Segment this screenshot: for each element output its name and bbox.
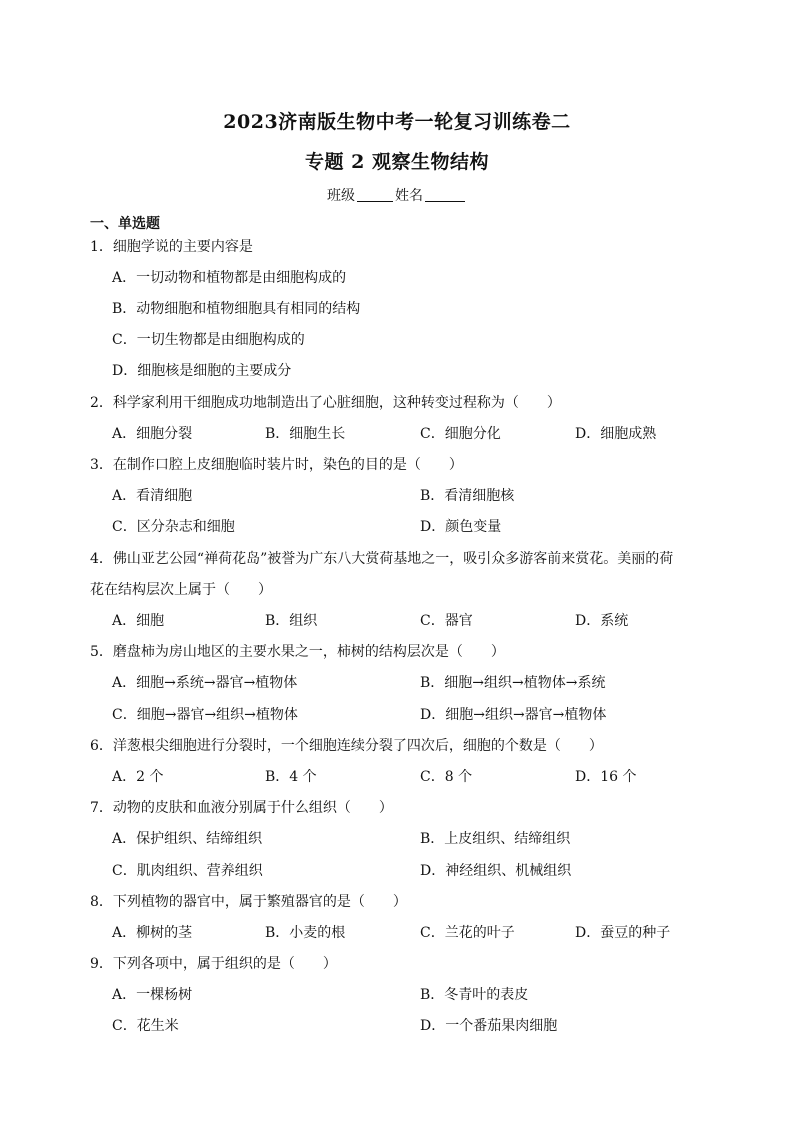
- question-option[interactable]: B．动物细胞和植物细胞具有相同的结构: [112, 301, 361, 317]
- class-label: 班级: [327, 188, 355, 204]
- question-option[interactable]: A．细胞: [112, 613, 165, 629]
- name-blank[interactable]: [425, 187, 465, 202]
- question-stem: 3．在制作口腔上皮细胞临时装片时，染色的目的是（ ）: [90, 457, 463, 473]
- question-option[interactable]: C．花生米: [112, 1018, 179, 1034]
- question-stem: 5．磨盘柿为房山地区的主要水果之一，柿树的结构层次是（ ）: [90, 644, 505, 660]
- question-option[interactable]: B．看清细胞核: [420, 488, 515, 504]
- question-option[interactable]: B．冬青叶的表皮: [420, 987, 529, 1003]
- question-option[interactable]: A．看清细胞: [112, 488, 193, 504]
- question-option[interactable]: B．上皮组织、结缔组织: [420, 831, 571, 847]
- question-option[interactable]: D．一个番茄果肉细胞: [420, 1018, 558, 1034]
- question-option[interactable]: A．2 个: [112, 769, 164, 785]
- question-option[interactable]: B．细胞生长: [265, 426, 346, 442]
- class-name-line: [0, 185, 794, 205]
- question-stem: 9．下列各项中，属于组织的是（ ）: [90, 956, 337, 972]
- question-option[interactable]: C．细胞分化: [420, 426, 501, 442]
- question-stem: 2．科学家利用干细胞成功地制造出了心脏细胞，这种转变过程称为（ ）: [90, 395, 561, 411]
- question-option[interactable]: A．保护组织、结缔组织: [112, 831, 263, 847]
- question-option[interactable]: B．小麦的根: [265, 925, 346, 941]
- question-option[interactable]: D．细胞成熟: [575, 426, 657, 442]
- question-option[interactable]: D．神经组织、机械组织: [420, 863, 572, 879]
- question-option[interactable]: C．兰花的叶子: [420, 925, 515, 941]
- question-option[interactable]: D．细胞→组织→器官→植物体: [420, 707, 607, 723]
- question-option[interactable]: C．8 个: [420, 769, 473, 785]
- question-option[interactable]: D．系统: [575, 613, 629, 629]
- section-heading: 一、单选题: [90, 216, 160, 232]
- question-option[interactable]: A．一切动物和植物都是由细胞构成的: [112, 270, 347, 286]
- question-option[interactable]: D．颜色变量: [420, 519, 502, 535]
- question-stem-continued: 花在结构层次上属于（ ）: [90, 582, 272, 598]
- question-option[interactable]: C．器官: [420, 613, 473, 629]
- question-stem: 7．动物的皮肤和血液分别属于什么组织（ ）: [90, 800, 393, 816]
- question-stem: 6．洋葱根尖细胞进行分裂时，一个细胞连续分裂了四次后，细胞的个数是（ ）: [90, 738, 603, 754]
- page-subtitle: 专题 2 观察生物结构: [305, 151, 489, 173]
- question-option[interactable]: A．细胞→系统→器官→植物体: [112, 675, 298, 691]
- question-stem: 4．佛山亚艺公园“禅荷花岛”被誉为广东八大赏荷基地之一，吸引众多游客前来赏花。美丽的荷: [90, 551, 674, 567]
- question-option[interactable]: B．细胞→组织→植物体→系统: [420, 675, 606, 691]
- question-option[interactable]: A．细胞分裂: [112, 426, 193, 442]
- class-blank[interactable]: [357, 187, 393, 202]
- question-option[interactable]: D．蚕豆的种子: [575, 925, 671, 941]
- question-option[interactable]: D．细胞核是细胞的主要成分: [112, 363, 292, 379]
- question-stem: 1．细胞学说的主要内容是: [90, 239, 253, 255]
- name-label: 姓名: [395, 188, 423, 204]
- question-option[interactable]: B．4 个: [265, 769, 317, 785]
- question-option[interactable]: C．区分杂志和细胞: [112, 519, 235, 535]
- question-option[interactable]: C．肌肉组织、营养组织: [112, 863, 263, 879]
- page-title: 2023济南版生物中考一轮复习训练卷二: [223, 111, 571, 133]
- question-option[interactable]: D．16 个: [575, 769, 637, 785]
- question-option[interactable]: C．一切生物都是由细胞构成的: [112, 332, 305, 348]
- question-option[interactable]: B．组织: [265, 613, 318, 629]
- question-option[interactable]: C．细胞→器官→组织→植物体: [112, 707, 298, 723]
- question-option[interactable]: A．柳树的茎: [112, 925, 193, 941]
- question-option[interactable]: A．一棵杨树: [112, 987, 193, 1003]
- question-stem: 8．下列植物的器官中，属于繁殖器官的是（ ）: [90, 894, 407, 910]
